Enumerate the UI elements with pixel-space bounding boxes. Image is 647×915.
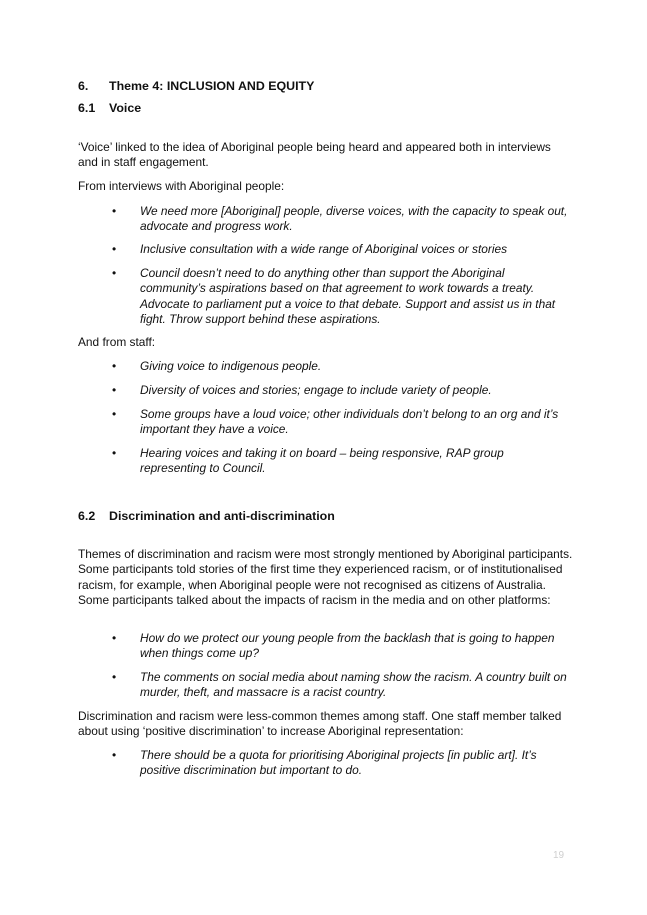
interview-quote-item: Inclusive consultation with a wide range of Aboriginal voices or stories	[140, 242, 508, 256]
staff-quote-item: Diversity of voices and stories; engage to include variety of people.	[140, 383, 492, 397]
bullet-icon: •	[112, 266, 117, 280]
section-number: 6.	[78, 79, 89, 93]
bullet-icon: •	[112, 407, 117, 421]
bullet-icon: •	[112, 383, 117, 397]
participant-quote-item: How do we protect our young people from the backlash that is going to happen when things come up?	[140, 631, 555, 661]
subsection-number: 6.1	[78, 101, 96, 115]
subsection-heading-discrimination	[78, 509, 335, 524]
bullet-icon: •	[112, 748, 117, 762]
participant-quote-item: The comments on social media about naming show the racism. A country built on murder, theft, and massacre is a racist country.	[140, 670, 567, 700]
interview-quote-item: Council doesn’t need to do anything other than support the Aboriginal community’s aspirations based on that agreement to work towards a treaty. Advocate to parliament put a voice to that debate. Support and assist us in that fight. Throw support behind these aspirations.	[140, 266, 556, 326]
discrimination-intro-paragraph: Themes of discrimination and racism were most strongly mentioned by Aboriginal participants. Some participants told stories of the first time they experienced racism, or of institutionalised racism, for example, when Aboriginal people were not recognised as citizens of Australia. Some participants talked about the impacts of racism in the media and on other platforms:	[78, 547, 573, 607]
bullet-icon: •	[112, 631, 117, 645]
bullet-icon: •	[112, 204, 117, 218]
staff-quote-item: Giving voice to indigenous people.	[140, 359, 322, 373]
subsection-title: Voice	[109, 101, 142, 115]
staff-discrimination-paragraph: Discrimination and racism were less-common themes among staff. One staff member talked about using ‘positive discrimination’ to increase Aboriginal representation:	[78, 709, 562, 739]
bullet-icon: •	[112, 670, 117, 684]
interview-quote-item: We need more [Aboriginal] people, diverse voices, with the capacity to speak out, advocate and progress work.	[140, 204, 568, 234]
subsection-title: Discrimination and anti-discrimination	[109, 509, 335, 523]
staff-quote-item: There should be a quota for prioritising Aboriginal projects [in public art]. It’s positive discrimination but important to do.	[140, 748, 537, 778]
subsection-number: 6.2	[78, 509, 96, 523]
staff-quote-item: Some groups have a loud voice; other individuals don’t belong to an org and it’s important they have a voice.	[140, 407, 559, 437]
page-number: 19	[553, 850, 565, 861]
staff-quote-item: Hearing voices and taking it on board – being responsive, RAP group representing to Council.	[140, 446, 504, 476]
section-title: Theme 4: INCLUSION AND EQUITY	[109, 79, 315, 93]
bullet-icon: •	[112, 359, 117, 373]
section-heading	[78, 79, 314, 94]
subsection-heading-voice	[78, 101, 141, 116]
bullet-icon: •	[112, 446, 117, 460]
bullet-icon: •	[112, 242, 117, 256]
staff-lead-paragraph: And from staff:	[78, 335, 156, 349]
voice-intro-paragraph: ‘Voice’ linked to the idea of Aboriginal people being heard and appeared both in interviews and in staff engagement.	[78, 140, 551, 170]
interviews-lead-paragraph: From interviews with Aboriginal people:	[78, 179, 285, 193]
